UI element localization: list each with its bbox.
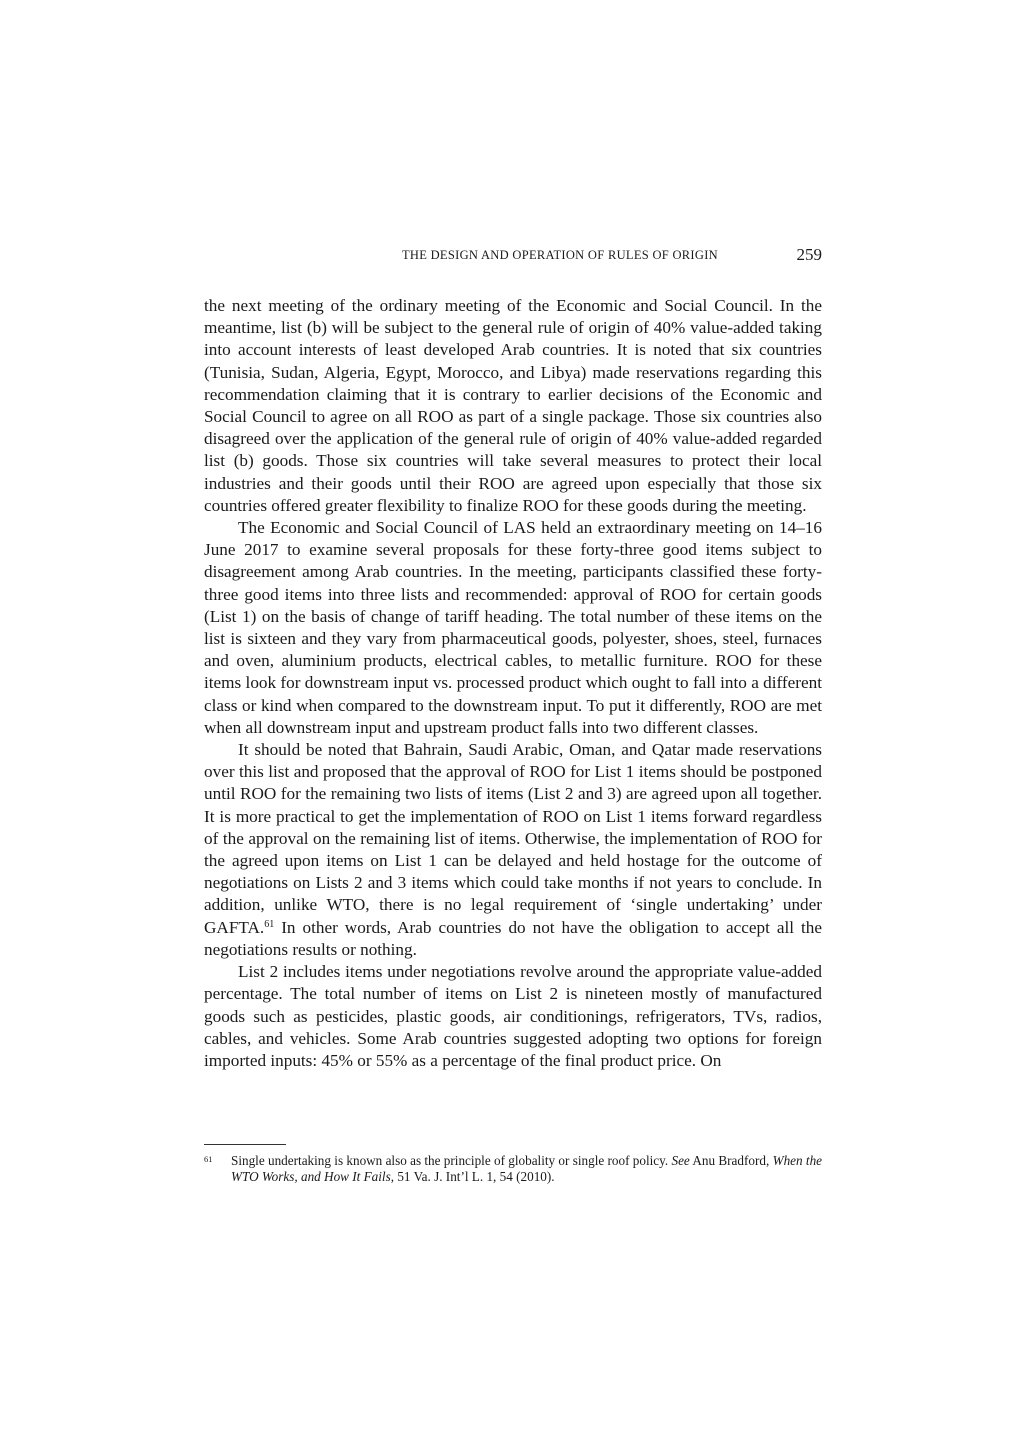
footnote-citation: , 51 Va. J. Int’l L. 1, 54 (2010). bbox=[390, 1169, 555, 1184]
running-head: THE DESIGN AND OPERATION OF RULES OF ORIGIN bbox=[401, 248, 718, 262]
paragraph-3 bbox=[204, 739, 822, 961]
footnote-text-a: Single undertaking is known also as the principle of globality or single roof policy. bbox=[231, 1153, 672, 1168]
page-header bbox=[204, 245, 822, 269]
footnote-see-signal: See bbox=[671, 1153, 690, 1168]
paragraph-3-text-a: It should be noted that Bahrain, Saudi Arabic, Oman, and Qatar made reservations over this list and proposed that the approval of ROO for List 1 items should be postponed until ROO for the remaining two lists of items (List 2 and 3) are agreed upon all together. It is more practical to get the implementation of ROO on List 1 items forward regardless of the approval on the remaining list of items. Otherwise, the implementation of ROO for the agreed upon items on List 1 can be delayed and held hostage for the outcome of negotiations on Lists 2 and 3 items which could take months if not years to conclude. In addition, unlike WTO, there is no legal requirement of ‘single undertaking’ under GAFTA. bbox=[204, 740, 822, 937]
footnote-article-title: When the WTO Works, and How It Fails bbox=[231, 1153, 823, 1184]
body-text bbox=[204, 295, 822, 1072]
page-number: 259 bbox=[796, 245, 822, 264]
footnote-number: 61 bbox=[204, 1154, 213, 1164]
paragraph-4: List 2 includes items under negotiations revolve around the appropriate value-added percentage. The total number of items on List 2 is nineteen mostly of manufactured goods such as pesticides, plastic goods, air conditionings, refrigerators, TVs, radios, cables, and vehicles. Some Arab countries suggested adopting two options for foreign imported inputs: 45% or 55% as a percentage of the final product price. On bbox=[204, 962, 822, 1070]
paragraph-2: The Economic and Social Council of LAS held an extraordinary meeting on 14–16 June 2017 to examine several proposals for these forty-three good items subject to disagreement among Arab countries. In the meeting, participants classified these forty-three good items into three lists and recommended: approval of ROO for certain goods (List 1) on the basis of change of tariff heading. The total number of these items on the list is sixteen and they vary from pharmaceutical goods, polyester, shoes, steel, furnaces and oven, aluminium products, electrical cables, to metallic furniture. ROO for these items look for downstream input vs. processed product which ought to fall into a different class or kind when compared to the downstream input. To put it differently, ROO are met when all downstream input and upstream product falls into two different classes. bbox=[204, 518, 822, 737]
paragraph-1: the next meeting of the ordinary meeting of the Economic and Social Council. In the meantime, list (b) will be subject to the general rule of origin of 40% value-added taking into account interests of least developed Arab countries. It is noted that six countries (Tunisia, Sudan, Algeria, Egypt, Morocco, and Libya) made reservations regarding this recommendation claiming that it is contrary to earlier decisions of the Economic and Social Council to agree on all ROO as part of a single package. Those six countries also disagreed over the application of the general rule of origin of 40% value-added regarded list (b) goods. Those six countries will take several measures to protect their local industries and their goods until their ROO are agreed upon especially that those six countries offered greater flexibility to finalize ROO for these goods during the meeting. bbox=[204, 296, 822, 515]
paragraph-3-text-b: In other words, Arab countries do not have the obligation to accept all the negotiations results or nothing. bbox=[204, 917, 822, 959]
footnote-divider bbox=[204, 1144, 286, 1145]
footnote-text bbox=[231, 1153, 822, 1185]
footnote-reference-61[interactable]: 61 bbox=[264, 918, 275, 930]
footnote-author: Anu Bradford, bbox=[689, 1153, 773, 1168]
footnote-61 bbox=[204, 1153, 822, 1185]
